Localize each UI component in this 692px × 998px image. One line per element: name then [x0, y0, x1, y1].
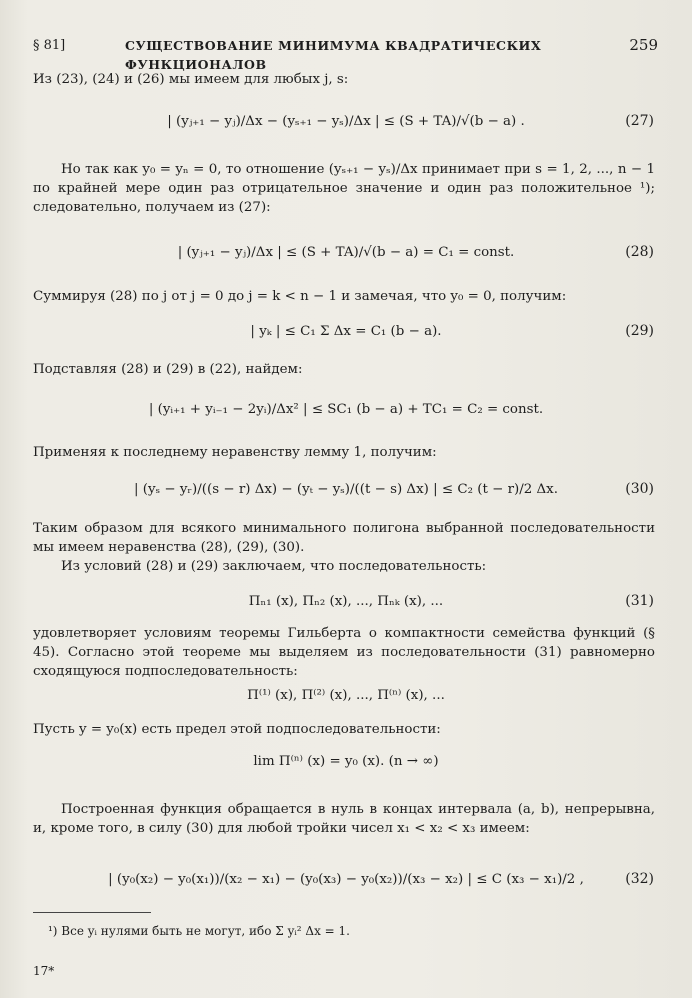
equation-28-number: (28) — [625, 244, 654, 260]
equation-subsequence — [0, 686, 692, 705]
equation-30-number: (30) — [625, 481, 654, 497]
equation-subsequence-body: Π⁽¹⁾ (x), Π⁽²⁾ (x), ..., Π⁽ⁿ⁾ (x), ... — [247, 688, 445, 703]
paragraph-8: удовлетворяет условиям теоремы Гильберта о компактности семейства функций (§ 45). Согласно этой теореме мы выделяем из последовательности (31) равномерно сходящуюся подпоследовательность: — [33, 626, 655, 679]
paragraph-10: Построенная функция обращается в нуль в концах интервала (a, b), непрерывна, и, кроме того, в силу (30) для любой тройки чисел x₁ < x₂ < x₃ имеем: — [33, 802, 655, 836]
footnote-rule — [33, 912, 151, 913]
equation-28-body: | (yⱼ₊₁ − yⱼ)/Δx | ≤ (S + TA)/√(b − a) = C₁ = const. — [177, 245, 515, 260]
equation-31 — [0, 592, 692, 611]
section-number: § 81] — [33, 38, 66, 53]
equation-31-number: (31) — [625, 593, 654, 609]
equation-c2-body: | (yᵢ₊₁ + yᵢ₋₁ − 2yᵢ)/Δx² | ≤ SC₁ (b − a) + TC₁ = C₂ = const. — [148, 402, 544, 417]
equation-32-number: (32) — [625, 871, 654, 887]
paragraph-5: Применяя к последнему неравенству лемму 1, получим: — [33, 445, 437, 460]
equation-32-body: | (y₀(x₂) − y₀(x₁))/(x₂ − x₁) − (y₀(x₃) − y₀(x₂))/(x₃ − x₂) | ≤ C (x₃ − x₁)/2 , — [108, 872, 584, 887]
equation-30-body: | (yₛ − yᵣ)/((s − r) Δx) − (yₜ − yₛ)/((t − s) Δx) | ≤ C₂ (t − r)/2 Δx. — [134, 482, 558, 497]
equation-27-body: | (yⱼ₊₁ − yⱼ)/Δx − (yₛ₊₁ − yₛ)/Δx | ≤ (S + TA)/√(b − a) . — [167, 114, 525, 129]
signature-mark: 17* — [33, 964, 55, 978]
equation-27-number: (27) — [625, 113, 654, 129]
footnote: ¹) Все yᵢ нулями быть не могут, ибо Σ yᵢ² Δx = 1. — [48, 924, 350, 938]
paragraph-6: Таким образом для всякого минимального полигона выбранной последовательности мы имеем неравенства (28), (29), (30). — [33, 521, 655, 555]
equation-31-body: Πₙ₁ (x), Πₙ₂ (x), ..., Πₙₖ (x), ... — [248, 594, 444, 609]
paragraph-9: Пусть y = y₀(x) есть предел этой подпоследовательности: — [33, 722, 441, 737]
equation-29-number: (29) — [625, 323, 654, 339]
paragraph-4: Подставляя (28) и (29) в (22), найдем: — [33, 362, 303, 377]
equation-27 — [0, 112, 692, 131]
equation-32 — [0, 870, 692, 889]
running-title: СУЩЕСТВОВАНИЕ МИНИМУМА КВАДРАТИЧЕСКИХ ФУНКЦИОНАЛОВ — [125, 38, 542, 72]
equation-29-body: | yₖ | ≤ C₁ Σ Δx = C₁ (b − a). — [250, 324, 442, 339]
equation-c2 — [0, 400, 692, 419]
equation-28 — [0, 243, 692, 262]
equation-limit — [0, 752, 692, 771]
equation-30 — [0, 480, 692, 499]
paragraph-2: Но так как y₀ = yₙ = 0, то отношение (yₛ₊₁ − yₛ)/Δx принимает при s = 1, 2, ..., n − 1 по крайней мере один раз отрицательное значение и один раз положительное ¹); следовательно, получаем из (27): — [33, 162, 655, 215]
paragraph-7: Из условий (28) и (29) заключаем, что последовательность: — [61, 559, 487, 574]
paragraph-3: Суммируя (28) по j от j = 0 до j = k < n − 1 и замечая, что y₀ = 0, получим: — [33, 289, 567, 304]
paragraph-1: Из (23), (24) и (26) мы имеем для любых j, s: — [33, 72, 349, 87]
equation-limit-body: lim Π⁽ⁿ⁾ (x) = y₀ (x). (n → ∞) — [253, 754, 439, 769]
page-number: 259 — [629, 36, 658, 54]
equation-29 — [0, 322, 692, 341]
